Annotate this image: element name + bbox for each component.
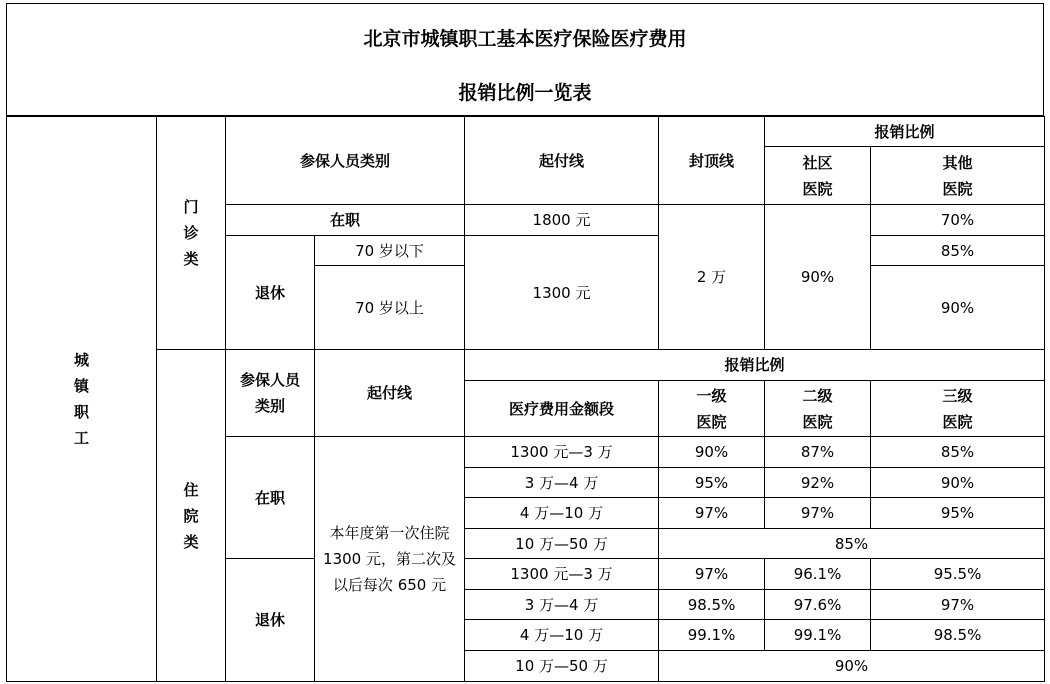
reimbursement-table	[6, 116, 1045, 682]
table-cell-level1: 97%	[659, 498, 765, 529]
table-cell-level3: 90%	[871, 468, 1045, 498]
category-label-urban-employees: 城 镇 职 工	[7, 117, 157, 682]
table-cell-level3: 97%	[871, 590, 1045, 620]
table-row-range: 10 万—50 万	[465, 529, 659, 559]
outpatient-employed-deductible: 1800 元	[465, 205, 659, 236]
outpatient-community-value: 90%	[765, 205, 871, 350]
inpatient-header-level1: 一级 医院	[659, 381, 765, 437]
page-subtitle: 报销比例一览表	[458, 82, 592, 104]
table-cell-merged-value: 85%	[659, 529, 1045, 559]
section-label-outpatient: 门 诊 类	[157, 117, 226, 350]
inpatient-header-amount: 医疗费用金额段	[465, 381, 659, 437]
table-cell-level1: 98.5%	[659, 590, 765, 620]
header-cap: 封顶线	[659, 117, 765, 205]
outpatient-retired-deductible: 1300 元	[465, 236, 659, 350]
inpatient-header-deductible: 起付线	[315, 350, 465, 437]
outpatient-retired-over70-other: 90%	[871, 266, 1045, 350]
table-cell-level3: 85%	[871, 437, 1045, 468]
table-row-range: 10 万—50 万	[465, 651, 659, 682]
table-cell-level1: 97%	[659, 559, 765, 590]
page-title: 北京市城镇职工基本医疗保险医疗费用	[363, 28, 687, 50]
table-cell-level2: 87%	[765, 437, 871, 468]
table-cell-level2: 92%	[765, 468, 871, 498]
section-label-inpatient: 住 院 类	[157, 350, 226, 682]
table-row-range: 4 万—10 万	[465, 620, 659, 651]
table-row-range: 1300 元—3 万	[465, 437, 659, 468]
header-other-hospital: 其他 医院	[871, 147, 1045, 205]
header-deductible: 起付线	[465, 117, 659, 205]
outpatient-retired-under70: 70 岁以下	[315, 236, 465, 266]
table-cell-level3: 95%	[871, 498, 1045, 529]
outpatient-retired-over70: 70 岁以上	[315, 266, 465, 350]
table-cell-level2: 97.6%	[765, 590, 871, 620]
table-row-range: 1300 元—3 万	[465, 559, 659, 590]
outpatient-retired-under70-other: 85%	[871, 236, 1045, 266]
inpatient-deductible-note: 本年度第一次住院 1300 元，第二次及 以后每次 650 元	[315, 437, 465, 682]
table-cell-level2: 96.1%	[765, 559, 871, 590]
header-category: 参保人员类别	[226, 117, 465, 205]
outpatient-employed-label: 在职	[226, 205, 465, 236]
table-cell-merged-value: 90%	[659, 651, 1045, 682]
inpatient-header-level3: 三级 医院	[871, 381, 1045, 437]
table-cell-level1: 90%	[659, 437, 765, 468]
header-ratio: 报销比例	[765, 117, 1045, 147]
table-row-range: 3 万—4 万	[465, 590, 659, 620]
inpatient-header-ratio: 报销比例	[465, 350, 1045, 381]
inpatient-header-category: 参保人员 类别	[226, 350, 315, 437]
table-cell-level1: 95%	[659, 468, 765, 498]
inpatient-header-level2: 二级 医院	[765, 381, 871, 437]
outpatient-cap-value: 2 万	[659, 205, 765, 350]
table-cell-level2: 99.1%	[765, 620, 871, 651]
table-cell-level2: 97%	[765, 498, 871, 529]
inpatient-retired-label: 退休	[226, 559, 315, 682]
outpatient-employed-other: 70%	[871, 205, 1045, 236]
title-box	[6, 3, 1044, 116]
table-cell-level3: 98.5%	[871, 620, 1045, 651]
table-cell-level3: 95.5%	[871, 559, 1045, 590]
outpatient-retired-label: 退休	[226, 236, 315, 350]
inpatient-employed-label: 在职	[226, 437, 315, 559]
header-community-hospital: 社区 医院	[765, 147, 871, 205]
table-cell-level1: 99.1%	[659, 620, 765, 651]
table-row-range: 4 万—10 万	[465, 498, 659, 529]
table-row-range: 3 万—4 万	[465, 468, 659, 498]
